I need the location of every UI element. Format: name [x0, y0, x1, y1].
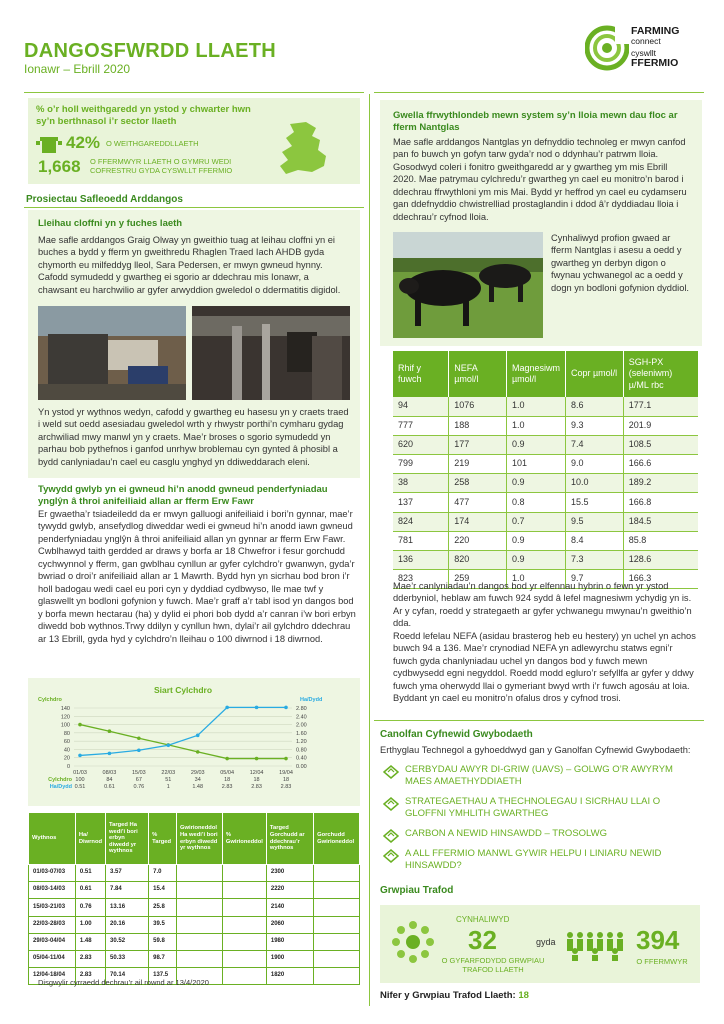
table-cell	[314, 882, 360, 899]
table-cell: 05/04-11/04	[29, 950, 76, 967]
chart-right-tick-label: 2.80	[296, 706, 307, 712]
page-subtitle: Ionawr – Ebrill 2020	[24, 62, 131, 76]
table-cell: 38	[393, 474, 449, 493]
table-row	[393, 397, 698, 416]
logo-line-4: FFERMIO	[631, 56, 679, 69]
chart-point	[255, 757, 259, 761]
kec-link-2-label[interactable]: STRATEGAETHAU A THECHNOLEGAU I SICRHAU LLAI O GLOFFNI YMHLITH GWARTHEG	[405, 796, 661, 819]
column-divider	[369, 94, 370, 1006]
farmer-count-label: O FFERMWYR LLAETH O GYMRU WEDI COFRESTRU GYDA CYSWLLT FFERMIO	[90, 157, 233, 175]
table-cell	[314, 950, 360, 967]
table-cell: 820	[449, 551, 507, 570]
photo-foot-crate	[192, 306, 350, 400]
chart-point	[78, 723, 82, 727]
chart-data-label: 0.76	[133, 784, 145, 790]
table-cell: 25.8	[149, 899, 177, 916]
table-cell: 1.0	[506, 397, 565, 416]
table-cell: 258	[449, 474, 507, 493]
table-cell: 1900	[266, 950, 313, 967]
table-cell: 8.6	[565, 397, 623, 416]
table-cell	[176, 899, 222, 916]
table-cell: 188	[449, 416, 507, 435]
link-arrow-icon	[383, 797, 399, 811]
table-cell: 620	[393, 435, 449, 454]
article-3-para-1: Mae safle arddangos Nantglas yn defnyddio technoleg er mwyn canfod pan fo buwch yn gofyn tarw gyda’r nod o ddynhau’r patrwm lloia. Gosodwyd coleri i fonitro gweithgaredd ar y gwartheg ym mis Ebrill 2020. Mae patrymau cylchredu’r gwartheg yn cael eu monitro’n barod i ddechrau ffrwythloni ym mis Mai. Bydd yr heffrod yn cael eu cydamseru gan ddefnyddio chwistrelliad prostaglandin i ddod â’r dyddiadau lloia i ddechrau’r cyfnod lloia.	[393, 137, 687, 222]
table-cell: 166.8	[623, 493, 698, 512]
table-cell: 9.0	[565, 455, 623, 474]
table-cell: 15.4	[149, 882, 177, 899]
chart-left-tick-label: 0	[66, 764, 70, 770]
groups-held-sub: O GYFARFODYDD GRWPIAU TRAFOD LLAETH	[441, 956, 545, 974]
chart-point	[78, 754, 82, 758]
chart-left-tick-label: 40	[63, 747, 70, 754]
table-cell: 9.3	[565, 416, 623, 435]
wales-map-icon	[272, 120, 342, 176]
table-cell: 7.4	[565, 435, 623, 454]
chart-data-label: 51	[165, 777, 172, 783]
table-cell: 59.8	[149, 933, 177, 950]
kec-link-4-label[interactable]: A ALL FFERMIO MANWL GYWIR HELPU I LINIARU NEWID HINSAWDD?	[405, 848, 662, 871]
page-title: DANGOSFWRDD LLAETH	[24, 40, 277, 62]
table-cell: 29/03-04/04	[29, 933, 76, 950]
chart-data-label: 2.83	[280, 784, 292, 790]
table-cell: 184.5	[623, 512, 698, 531]
farmers-people-icon	[566, 931, 624, 961]
logo-line-3: cyswllt	[631, 47, 657, 58]
chart-data-label: 84	[106, 777, 113, 783]
table-cell	[222, 916, 266, 933]
table-cell	[314, 916, 360, 933]
table-cell: 137.5	[149, 968, 177, 985]
chart-data-label: 18	[253, 777, 260, 783]
table-cell: 259	[449, 570, 507, 589]
table-row	[393, 435, 698, 454]
stats-heading: % o’r holl weithgaredd yn ystod y chwarter hwn sy’n berthnasol i’r sector llaeth	[36, 104, 251, 127]
table-row	[29, 865, 360, 882]
chart-point	[255, 706, 259, 710]
table-cell: 70.14	[106, 968, 149, 985]
table-cell: 781	[393, 531, 449, 550]
farmer-count: 1,668	[38, 157, 81, 176]
chart-data-label: 0.61	[104, 784, 115, 790]
table-cell: 0.9	[506, 531, 565, 550]
table-cell: 01/03-07/03	[29, 865, 76, 882]
table-cell: 30.52	[106, 933, 149, 950]
rotation-table-header: Gwirioneddol Ha wedi’i bori erbyn diwedd yr wythnos	[176, 813, 222, 865]
table-cell: 22/03-28/03	[29, 916, 76, 933]
table-cell	[176, 933, 222, 950]
section-title-demo-sites: Prosiectau Safleoedd Arddangos	[26, 194, 183, 205]
table-cell: 2300	[266, 865, 313, 882]
chart-point	[196, 750, 200, 754]
table-cell: 2060	[266, 916, 313, 933]
rotation-table-footnote: Disgwylir cyrraedd dechrau’r ail rownd ar 13/4/2020	[38, 978, 209, 987]
table-cell: 477	[449, 493, 507, 512]
chart-left-tick-label: 100	[60, 722, 70, 729]
chart-right-tick-label: 2.40	[296, 714, 307, 721]
right-top-rule	[374, 92, 704, 93]
article-2-title: Tywydd gwlyb yn ei gwneud hi’n anodd gwneud penderfyniadau ynglŷn â throi anifeiliaid allan ar fferm Erw Fawr	[38, 484, 328, 507]
chart-point	[137, 736, 141, 740]
table-cell: 1.0	[506, 570, 565, 589]
table-cell: 824	[393, 512, 449, 531]
chart-title: Siart Cylchdro	[153, 685, 213, 695]
kec-link-3-label[interactable]: CARBON A NEWID HINSAWDD – TROSOLWG	[405, 828, 607, 839]
chart-left-tick-label: 60	[63, 739, 70, 746]
chart-right-tick-label: 2.00	[296, 722, 307, 729]
blood-table-header: SGH-PX (seleniwm) µ/ML rbc	[623, 351, 698, 397]
table-row	[393, 493, 698, 512]
table-cell: 0.9	[506, 474, 565, 493]
link-arrow-icon	[383, 849, 399, 863]
chart-x-tick-label: 15/03	[131, 770, 146, 776]
groups-held-label: CYNHALIWYD	[456, 915, 510, 924]
chart-data-label: 1.48	[192, 784, 204, 790]
table-cell: 0.76	[75, 899, 105, 916]
table-cell: 166.6	[623, 455, 698, 474]
rotation-table-header: % Targed	[149, 813, 177, 865]
table-cell	[176, 865, 222, 882]
table-cell: 8.4	[565, 531, 623, 550]
chart-data-label: 18	[224, 777, 231, 783]
chart-right-axis-label: Ha/Dydd	[300, 697, 323, 703]
chart-right-tick-label: 0.00	[296, 764, 307, 770]
chart-data-label: 67	[135, 777, 142, 783]
chart-data-label: 34	[194, 777, 201, 783]
groups-count-label: Nifer y Grwpiau Trafod Llaeth:	[380, 990, 516, 1001]
chart-x-tick-label: 12/04	[249, 770, 264, 776]
rotation-table-header: Ha/ Diwrnod	[75, 813, 105, 865]
rotation-chart-panel	[28, 678, 360, 806]
table-cell	[176, 882, 222, 899]
table-cell: 85.8	[623, 531, 698, 550]
table-cell	[222, 882, 266, 899]
table-row	[393, 512, 698, 531]
groups-with: gyda	[536, 937, 556, 947]
chart-data-label: 18	[282, 777, 290, 783]
article-3-para-3: Mae’r canlyniadau’n dangos bod yr elfennau hybrin o fewn yr ystod dderbyniol, heblaw am fuwch 924 sydd â lefel magnesiwm ychydig yn is. Ar y cyfan, roedd y strategaeth ar gyfer ychwanegu mwynau’n gweithio’n dda.	[393, 581, 692, 629]
rotation-table-header: % Gwirioneddol	[222, 813, 266, 865]
table-cell: 9.7	[565, 570, 623, 589]
chart-left-tick-label: 140	[60, 706, 70, 712]
table-row	[393, 551, 698, 570]
table-cell: 7.84	[106, 882, 149, 899]
table-cell	[176, 950, 222, 967]
kec-link-4[interactable]	[383, 848, 693, 872]
chart-left-tick-label: 20	[63, 755, 70, 762]
article-2-para-1: Er gwaetha’r tsiadeiledd da er mwyn galluogi anifeiliaid i bori’n gynnar, mae’r tywydd gwlyb, ansefydlog diweddar wedi ei gwneud hi’n anodd iawn gwneud penderfyniadau ynglŷn â throi anifeiliaid allan yn gynnar ar fferm Erw Fawr. Cwblhawyd taith gerdded ar draws y borfa ar 18 Chwefror i fesur gorchudd cychwynnol y fferm, gan gwblhau cynllun ar gyfer cylchdro’r gwanwyn, gyda’r bwriad o droi’r anifeiliaid allan ar 1 Mawrth. Bydd hyn yn sicrhau bod bron i’r holl badogau wedi cael eu pori cyn y dyddiad cydbwyso, lle mae twf y glaswellt yn bodloni gofynion y fuwch. Mae’r graff a’r tabl isod yn dangos bod y borfa mewn hectarau (ha) y dylid ei phori bob dydd a’r canran i’w bori erbyn diwedd bob wythnos.Trwy ddilyn y cynllun hwn, dylai’r ail gylchdro ddechrau ar 13 Ebrill, gyda hyd y cylchdro’n lleihau o 100 diwrnod i 18 diwrnod.	[38, 509, 356, 644]
table-cell: 823	[393, 570, 449, 589]
photo-cow-foot-exam	[38, 306, 186, 400]
chart-data-label: 2.83	[251, 784, 262, 790]
section-rule-2	[374, 720, 704, 721]
chart-x-tick-label: 22/03	[161, 770, 176, 776]
chart-row-label: Ha/Dydd	[49, 784, 72, 790]
logo-swirl-icon	[585, 24, 629, 72]
table-row	[29, 933, 360, 950]
chart-x-tick-label: 08/03	[102, 770, 117, 776]
chart-right-tick-label: 0.80	[296, 747, 307, 754]
kec-title: Canolfan Cyfnewid Gwybodaeth	[380, 729, 533, 740]
section-rule-1	[24, 207, 364, 208]
rotation-table	[28, 812, 360, 985]
table-row	[393, 531, 698, 550]
article-1-para-1: Mae safle arddangos Graig Olway yn gweithio tuag at leihau cloffni yn ei buches a bydd y fferm yn gweithredu Rhaglen Traed Iach AHDB gyda chymorth eu milfeddyg lleol, Sara Pedersen, er mwyn gwneud hynny. Cafodd symudedd y gwartheg ei sgorio ar ddechrau mis Ionawr, a chawsant eu harchwilio ar gyfer arwyddion gweledol o ddermatitis digidol.	[38, 235, 341, 295]
table-cell: 0.9	[506, 551, 565, 570]
link-arrow-icon	[383, 829, 399, 843]
chart-data-label: 1	[166, 784, 170, 790]
table-cell: 777	[393, 416, 449, 435]
table-cell: 7.3	[565, 551, 623, 570]
chart-data-label: 100	[75, 777, 85, 783]
article-1-title: Lleihau cloffni yn y fuches laeth	[38, 218, 183, 229]
table-cell	[222, 899, 266, 916]
table-cell: 98.7	[149, 950, 177, 967]
table-row	[29, 882, 360, 899]
groups-count-row	[380, 990, 529, 1003]
table-cell	[222, 933, 266, 950]
table-cell: 1980	[266, 933, 313, 950]
rotation-table-header: Targed Gorchudd ar ddechrau’r wythnos	[266, 813, 313, 865]
blood-table-header: Copr µmol/l	[565, 351, 623, 397]
table-row	[29, 899, 360, 916]
groups-farmers-sub: O FFERMWYR	[636, 957, 688, 966]
chart-point	[137, 748, 141, 752]
table-cell	[314, 865, 360, 882]
logo-line-1: FARMING	[631, 25, 680, 37]
kec-link-2[interactable]	[383, 796, 693, 820]
percent-value: 42%	[66, 133, 101, 152]
table-cell: 1.00	[75, 916, 105, 933]
article-3-para-4: Roedd lefelau NEFA (asidau brasterog heb eu hesterу) yn uchel yn achos buwch 94 a 136. Mae’r crynodiad NEFA yn adlewyrchu statws egni’r fuwch gyda chanlyniadau uchel yn dangos bod y fuwch mewn cydbwysedd egni negyddol. Roedd modd egluro’r sefyllfa ar gyfer y ddwy fuwch yma oherwydd llai o gymeriant bwyd wrth i’r fuwch agosáu at loia. Byddant yn cael eu monitro’n ofalus dros y cyfnod trosi.	[393, 631, 696, 704]
percent-label: O WEITHGAREDDLLAETH	[106, 139, 199, 148]
kec-link-3[interactable]	[383, 828, 693, 843]
table-cell: 219	[449, 455, 507, 474]
chart-point	[166, 743, 170, 747]
table-cell: 0.9	[506, 435, 565, 454]
blood-table-header: NEFA µmol/l	[449, 351, 507, 397]
table-cell	[314, 899, 360, 916]
table-cell: 0.7	[506, 512, 565, 531]
table-cell: 201.9	[623, 416, 698, 435]
table-cell: 94	[393, 397, 449, 416]
chart-x-tick-label: 05/04	[220, 770, 235, 776]
table-cell: 2.83	[75, 950, 105, 967]
table-row	[393, 474, 698, 493]
chart-point	[284, 757, 288, 761]
chart-row-label: Cylchdro	[48, 777, 72, 783]
table-cell: 189.2	[623, 474, 698, 493]
table-cell	[222, 950, 266, 967]
chart-point	[284, 706, 288, 710]
groups-farmers-value: 394	[636, 925, 680, 955]
table-cell: 12/04-18/04	[29, 968, 76, 985]
table-cell: 1820	[266, 968, 313, 985]
article-1-panel	[28, 210, 360, 478]
rotation-table-header: Gorchudd Gwirioneddol	[314, 813, 360, 865]
chart-point	[108, 752, 112, 756]
table-cell	[222, 968, 266, 985]
table-cell: 20.16	[106, 916, 149, 933]
photo-cows-grazing	[393, 232, 543, 338]
table-cell: 0.51	[75, 865, 105, 882]
table-cell	[314, 933, 360, 950]
table-cell: 08/03-14/03	[29, 882, 76, 899]
chart-point	[196, 734, 200, 738]
table-cell	[222, 865, 266, 882]
groups-held-value: 32	[468, 925, 497, 955]
table-cell: 137	[393, 493, 449, 512]
groups-title: Grwpiau Trafod	[380, 885, 454, 896]
left-top-rule	[24, 92, 364, 93]
article-1-para-2: Yn ystod yr wythnos wedyn, cafodd y gwartheg eu hasesu yn y craets traed i weld sut oedd asesiadau gweledol wrth y rhwystr porthi’n cymharu gydag archwiliad mwy manwl yn y craets. Mae’r broses o sgorio symudedd yn parhau bob pythefnos i ganfod unrhyw broblemau cyn gynted â phosibl a bydd canlyniadau’n cael eu casglu ynghyd yn ddiweddarach eleni.	[38, 407, 349, 467]
table-cell: 177	[449, 435, 507, 454]
kec-link-1[interactable]	[383, 764, 693, 788]
chart-right-tick-label: 1.20	[296, 739, 307, 746]
groups-box	[380, 905, 700, 983]
chart-left-tick-label: 120	[60, 714, 70, 721]
table-cell: 10.0	[565, 474, 623, 493]
chart-left-axis-label: Cylchdro	[38, 697, 62, 703]
table-row	[29, 916, 360, 933]
table-cell: 166.3	[623, 570, 698, 589]
table-cell: 50.33	[106, 950, 149, 967]
article-3-panel	[380, 100, 702, 346]
article-3-title: Gwella ffrwythlondeb mewn system sy’n lloia mewn dau floc ar fferm Nantglas	[393, 110, 678, 133]
blood-table-header: Magnesiwm µmol/l	[506, 351, 565, 397]
rotation-chart	[28, 678, 360, 806]
chart-point	[108, 729, 112, 733]
table-cell: 39.5	[149, 916, 177, 933]
table-cell: 13.16	[106, 899, 149, 916]
chart-right-tick-label: 0.40	[296, 755, 307, 762]
table-row	[393, 455, 698, 474]
table-cell: 15/03-21/03	[29, 899, 76, 916]
link-arrow-icon	[383, 765, 399, 779]
table-cell: 1.48	[75, 933, 105, 950]
chart-x-tick-label: 29/03	[190, 770, 205, 776]
kec-link-1-label[interactable]: CERBYDAU AWYR DI-GRIW (UAVS) – GOLWG O’R AWYRYM MAES AMAETHYDDIAETH	[405, 764, 673, 787]
table-cell: 2.83	[75, 968, 105, 985]
article-3-para-2: Cynhaliwyd profion gwaed ar fferm Nantglas i asesu a oedd y gwartheg yn derbyn digon o fwynau ychwanegol ac a oedd y dogn yn bodloni gofynion dyddiol.	[551, 233, 690, 293]
table-cell	[176, 916, 222, 933]
chart-left-tick-label: 80	[63, 730, 70, 737]
kec-intro: Erthyglau Technegol a gyhoeddwyd gan y Ganolfan Cyfnewid Gwybodaeth:	[380, 745, 691, 755]
table-cell: 7.0	[149, 865, 177, 882]
chart-point	[225, 706, 229, 710]
table-cell: 136	[393, 551, 449, 570]
table-cell: 128.6	[623, 551, 698, 570]
table-cell: 3.57	[106, 865, 149, 882]
table-row	[393, 416, 698, 435]
chart-x-tick-label: 19/04	[279, 770, 293, 776]
table-cell: 1.0	[506, 416, 565, 435]
rotation-table-header: Wythnos	[29, 813, 76, 865]
table-cell: 1076	[449, 397, 507, 416]
table-cell	[314, 968, 360, 985]
table-cell: 174	[449, 512, 507, 531]
table-cell: 9.5	[565, 512, 623, 531]
table-cell: 101	[506, 455, 565, 474]
farming-connect-logo	[585, 24, 705, 76]
logo-line-2: connect	[631, 36, 661, 47]
milk-churn-icon	[36, 135, 62, 155]
table-cell: 2220	[266, 882, 313, 899]
table-cell: 799	[393, 455, 449, 474]
table-cell: 0.61	[75, 882, 105, 899]
table-cell: 220	[449, 531, 507, 550]
rotation-table-header: Targed Ha wedi’i bori erbyn diwedd yr wythnos	[106, 813, 149, 865]
table-cell: 177.1	[623, 397, 698, 416]
chart-x-tick-label: 01/03	[73, 770, 87, 776]
table-cell: 0.8	[506, 493, 565, 512]
stats-box	[28, 98, 360, 184]
table-row	[29, 950, 360, 967]
groups-count-value: 18	[518, 990, 529, 1001]
table-cell: 108.5	[623, 435, 698, 454]
chart-right-tick-label: 1.60	[296, 730, 307, 737]
chart-data-label: 2.83	[221, 784, 233, 790]
chart-data-label: 0.51	[74, 784, 86, 790]
table-cell: 2140	[266, 899, 313, 916]
chart-point	[225, 757, 229, 761]
blood-table-header: Rhif y fuwch	[393, 351, 449, 397]
blood-test-table	[393, 351, 698, 589]
table-cell: 15.5	[565, 493, 623, 512]
